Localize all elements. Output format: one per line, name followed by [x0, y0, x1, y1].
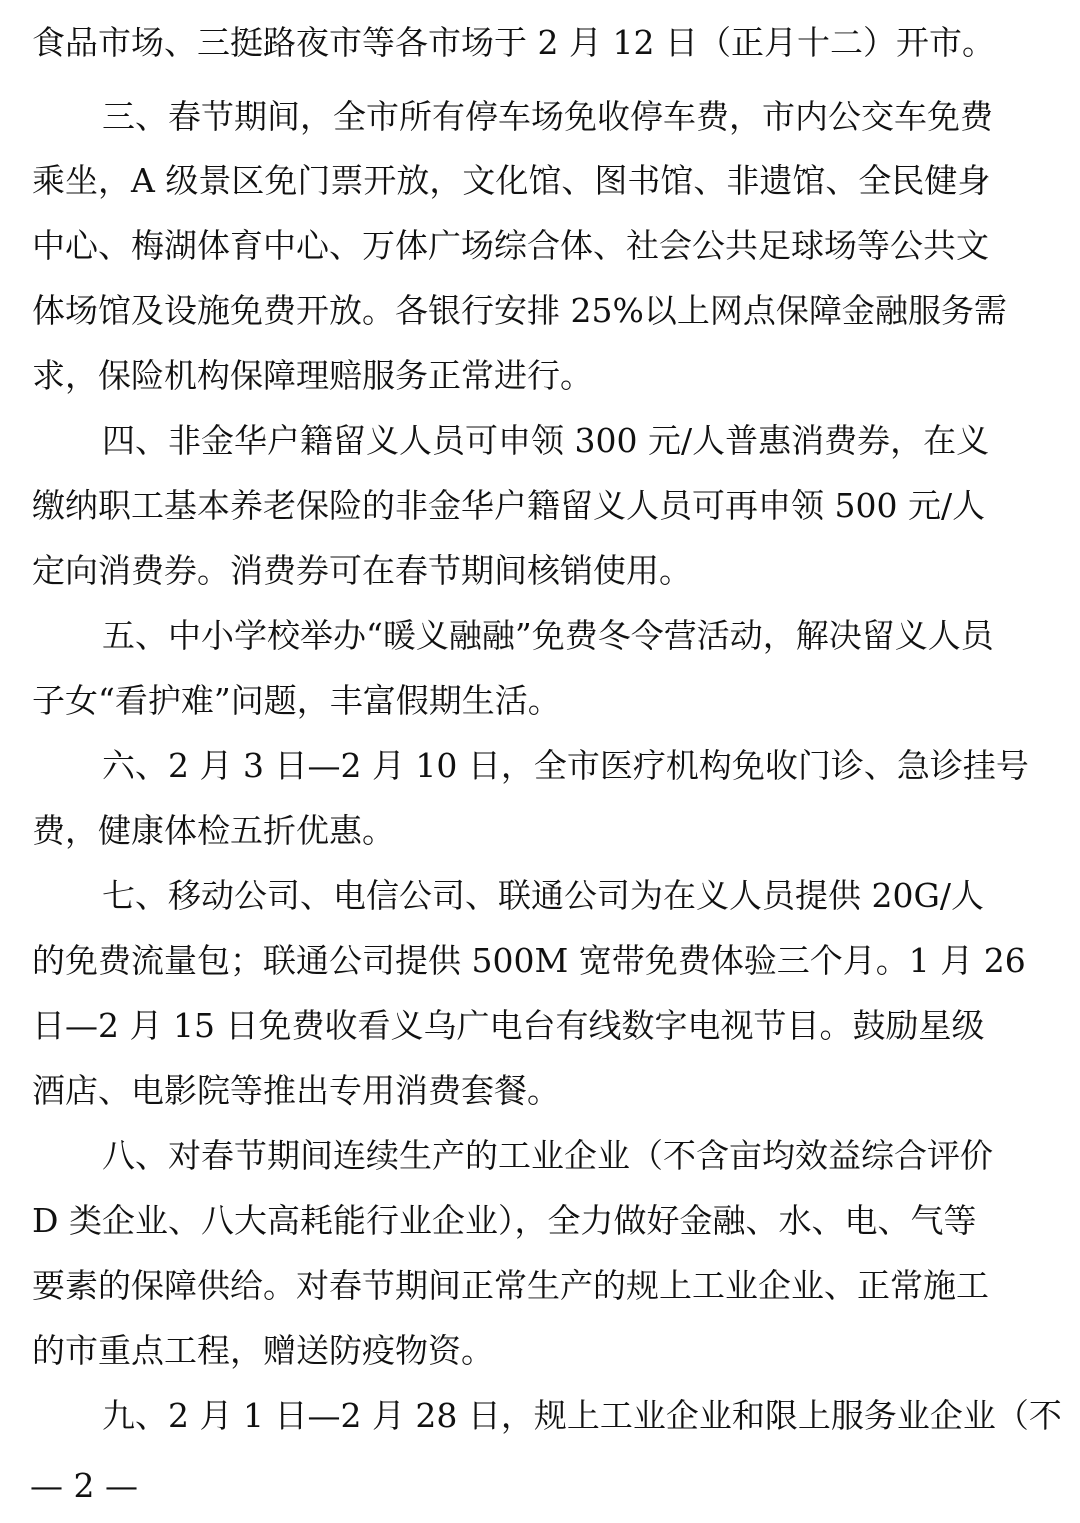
text-line-3: 乘坐，A 级景区免门票开放，文化馆、图书馆、非遗馆、全民健身 — [32, 161, 991, 200]
text-line-10: 五、中小学校举办“暖义融融”免费冬令营活动，解决留义人员 — [102, 616, 994, 655]
text-line-22: 九、2 月 1 日—2 月 28 日，规上工业企业和限上服务业企业（不 — [102, 1396, 1062, 1435]
text-line-9: 定向消费券。消费券可在春节期间核销使用。 — [32, 551, 692, 590]
text-line-16: 日—2 月 15 日免费收看义乌广电台有线数字电视节目。鼓励星级 — [32, 1006, 985, 1045]
text-line-19: D 类企业、八大高耗能行业企业），全力做好金融、水、电、气等 — [32, 1201, 977, 1240]
text-line-8: 缴纳职工基本养老保险的非金华户籍留义人员可再申领 500 元/人 — [32, 486, 986, 525]
text-line-2: 三、春节期间，全市所有停车场免收停车费，市内公交车免费 — [102, 97, 993, 136]
text-line-5: 体场馆及设施免费开放。各银行安排 25%以上网点保障金融服务需 — [32, 291, 1007, 330]
text-line-7: 四、非金华户籍留义人员可申领 300 元/人普惠消费券，在义 — [102, 421, 990, 460]
text-line-17: 酒店、电影院等推出专用消费套餐。 — [32, 1071, 560, 1110]
page-number: — 2 — — [30, 1466, 138, 1505]
text-line-6: 求，保险机构保障理赔服务正常进行。 — [32, 356, 593, 395]
text-line-13: 费，健康体检五折优惠。 — [32, 811, 395, 850]
text-line-18: 八、对春节期间连续生产的工业企业（不含亩均效益综合评价 — [102, 1136, 993, 1175]
text-line-11: 子女“看护难”问题，丰富假期生活。 — [32, 681, 561, 720]
text-line-12: 六、2 月 3 日—2 月 10 日，全市医疗机构免收门诊、急诊挂号 — [102, 746, 1029, 785]
text-line-15: 的免费流量包；联通公司提供 500M 宽带免费体验三个月。1 月 26 — [32, 941, 1026, 980]
text-line-20: 要素的保障供给。对春节期间正常生产的规上工业企业、正常施工 — [32, 1266, 989, 1305]
text-line-14: 七、移动公司、电信公司、联通公司为在义人员提供 20G/人 — [102, 876, 984, 915]
text-line-1: 食品市场、三挺路夜市等各市场于 2 月 12 日（正月十二）开市。 — [32, 23, 995, 62]
text-line-21: 的市重点工程，赠送防疫物资。 — [32, 1331, 494, 1370]
text-line-4: 中心、梅湖体育中心、万体广场综合体、社会公共足球场等公共文 — [32, 226, 989, 265]
